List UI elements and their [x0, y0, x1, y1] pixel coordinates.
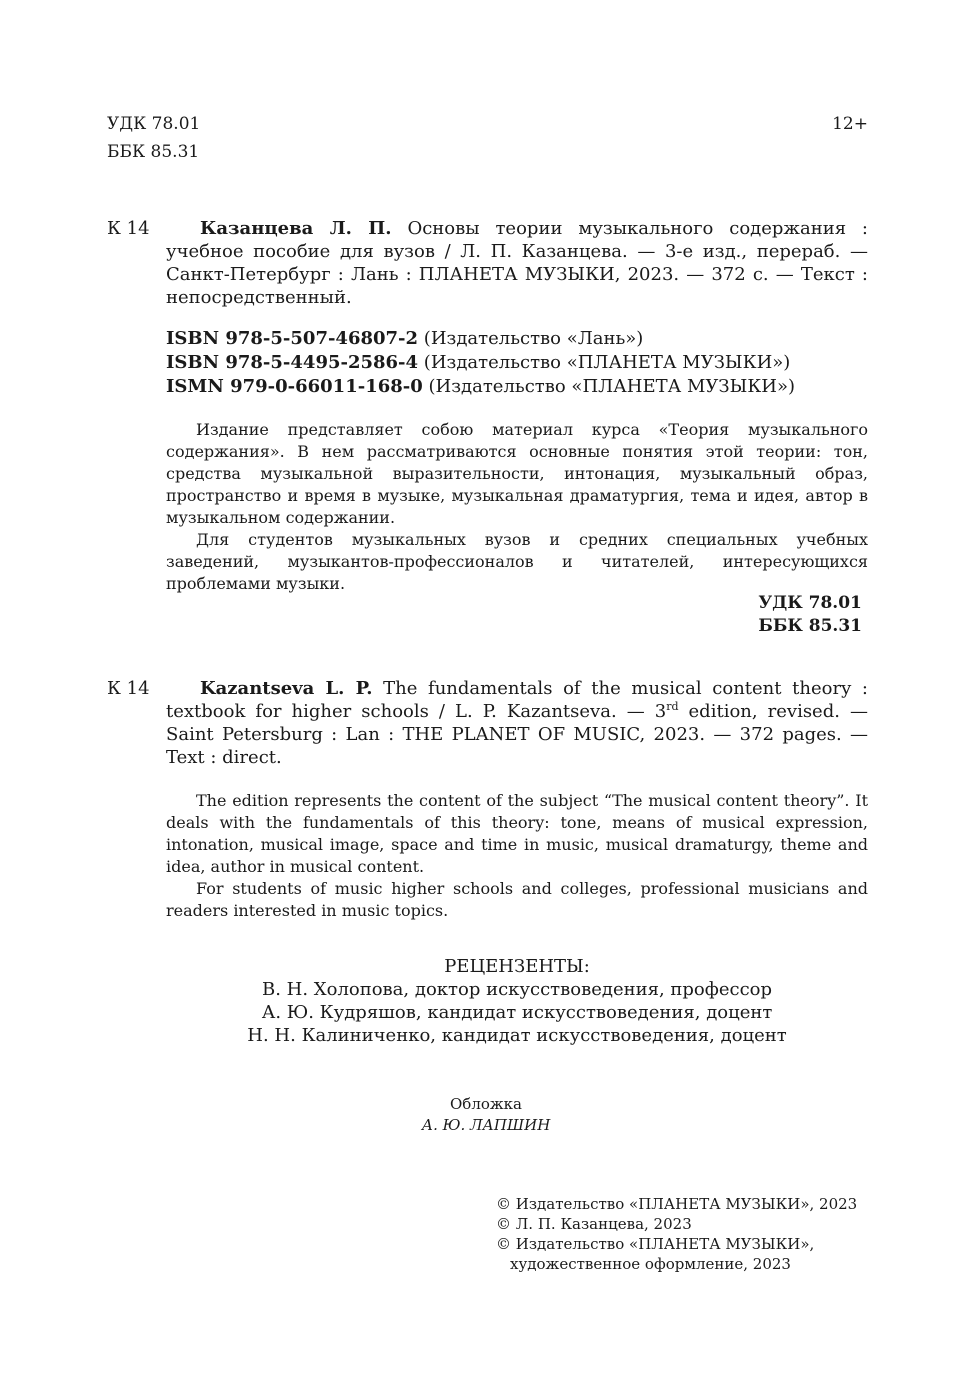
isbn-list — [166, 327, 795, 399]
isbn-line — [166, 351, 795, 375]
annotation-en — [166, 790, 868, 922]
isbn-number: ISBN 978-5-507-46807-2 — [166, 328, 419, 349]
cover-artist: А. Ю. ЛАПШИН — [421, 1116, 551, 1134]
isbn-publisher: (Издательство «ПЛАНЕТА МУЗЫКИ») — [428, 376, 796, 397]
classification-block — [107, 110, 200, 166]
annotation-en-paragraph-1: The edition represents the content of the subject “The musical content theory”. It deals with the fundamentals of this theory: tone, means of musical expression, intonation, musical image, space and time in music, musical dramaturgy, theme and idea, author in musical content. — [166, 791, 868, 876]
entry-en-description — [166, 677, 868, 769]
copyright-line: © Л. П. Казанцева, 2023 — [496, 1215, 692, 1233]
copyright-line: © Издательство «ПЛАНЕТА МУЗЫКИ», художественное оформление, 2023 — [496, 1235, 815, 1273]
isbn-line — [166, 327, 795, 351]
entry-ru-text: Основы теории музыкального содержания : учебное пособие для вузов / Л. П. Казанцева. — 3-е изд., перераб. — Санкт-Петербург : Лань : ПЛАНЕТА МУЗЫКИ, 2023. — 372 с. — Текст : непосредственный. — [166, 218, 868, 308]
entry-en-sup: rd — [666, 700, 679, 713]
isbn-number: ISBN 978-5-4495-2586-4 — [166, 352, 419, 373]
bbk-code: ББК 85.31 — [107, 142, 200, 162]
entry-en-text-a: The fundamentals of the musical content theory : textbook for higher schools / L. P. Kazantseva. — 3 — [166, 678, 868, 722]
bbk-code-repeat: ББК 85.31 — [758, 616, 862, 636]
reviewer-item: А. Ю. Кудряшов, кандидат искусствоведения, доцент — [261, 1002, 773, 1023]
reviewers-block — [166, 955, 868, 1047]
age-rating: 12+ — [832, 114, 868, 134]
copyright-block — [496, 1194, 868, 1274]
reviewers-heading: РЕЦЕНЗЕНТЫ: — [444, 956, 590, 977]
isbn-publisher: (Издательство «Лань») — [423, 328, 644, 349]
cover-credit — [336, 1094, 636, 1136]
entry-en-text-b: edition, revised. — Saint Petersburg : Lan : THE PLANET OF MUSIC, 2023. — 372 pages. — Text : direct. — [166, 701, 868, 768]
entry-en-author: Kazantseva L. P. — [200, 678, 373, 699]
cover-label: Обложка — [449, 1095, 522, 1113]
udk-code: УДК 78.01 — [107, 114, 201, 134]
entry-ru-author: Казанцева Л. П. — [200, 218, 392, 239]
reviewer-item: В. Н. Холопова, доктор искусствоведения, профессор — [261, 979, 773, 1000]
udk-code-repeat: УДК 78.01 — [758, 593, 862, 613]
annotation-ru-paragraph-2: Для студентов музыкальных вузов и средних специальных учебных заведений, музыкантов-профессионалов и читателей, интересующихся проблемами музыки. — [166, 530, 868, 593]
annotation-en-paragraph-2: For students of music higher schools and colleges, professional musicians and readers interested in music topics. — [166, 879, 868, 920]
entry-en-code: К 14 — [107, 678, 150, 699]
reviewer-item: Н. Н. Калиниченко, кандидат искусствоведения, доцент — [247, 1025, 787, 1046]
entry-ru-code: К 14 — [107, 218, 150, 239]
isbn-line — [166, 375, 795, 399]
annotation-ru — [166, 419, 868, 595]
isbn-publisher: (Издательство «ПЛАНЕТА МУЗЫКИ») — [423, 352, 791, 373]
copyright-line: © Издательство «ПЛАНЕТА МУЗЫКИ», 2023 — [496, 1195, 858, 1213]
isbn-number: ISMN 979-0-66011-168-0 — [166, 376, 423, 397]
annotation-ru-paragraph-1: Издание представляет собою материал курса «Теория музыкального содержания». В нем рассматриваются основные понятия этой теории: тон, средства музыкальной выразительности, интонация, музыкальный образ, пространство и время в музыке, музыкальная драматургия, тема и идея, автор в музыкальном содержании. — [166, 420, 868, 527]
classification-repeat — [758, 592, 862, 638]
entry-ru-description — [166, 217, 868, 309]
